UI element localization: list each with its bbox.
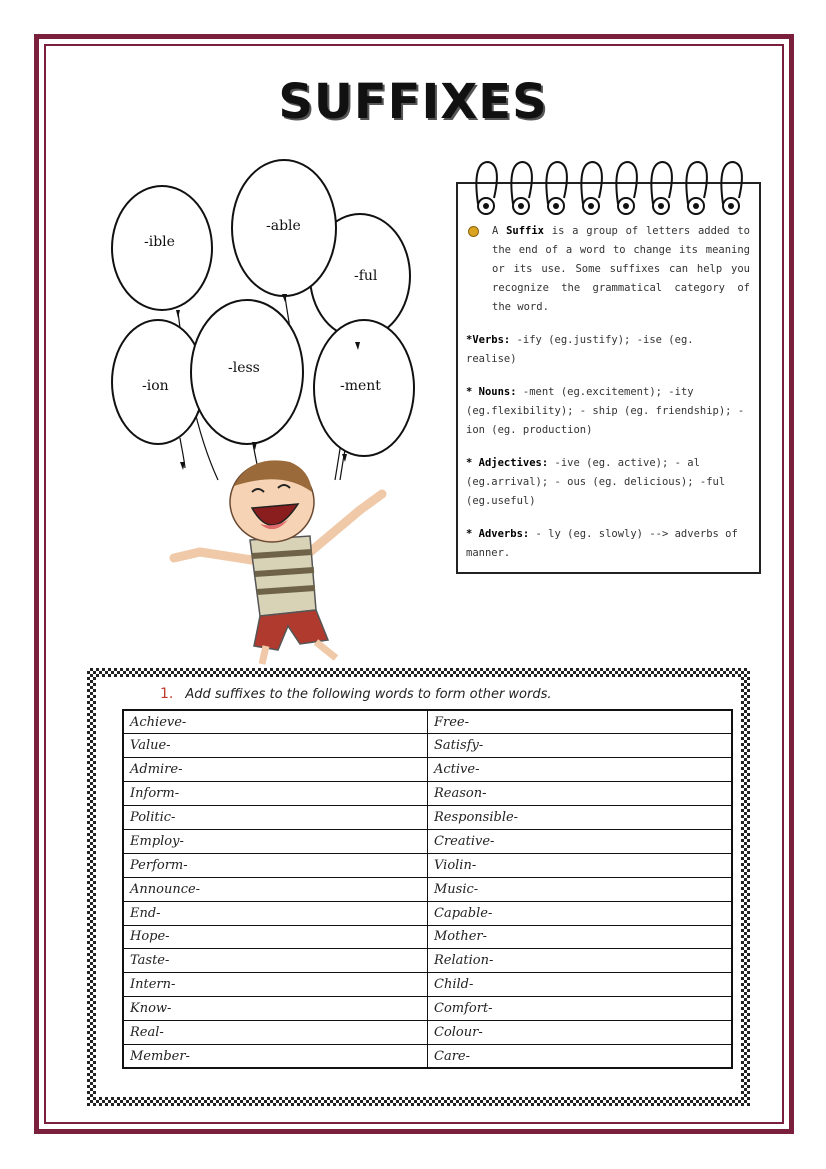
- table-row: [123, 782, 732, 806]
- word-cell-left[interactable]: Member-: [123, 1044, 428, 1068]
- table-row: [123, 877, 732, 901]
- table-row: [123, 758, 732, 782]
- word-cell-left[interactable]: Achieve-: [123, 710, 428, 734]
- verbs-note: [466, 331, 750, 369]
- word-cell-right[interactable]: Relation-: [428, 949, 733, 973]
- page-title: SUFFIXES: [278, 74, 548, 130]
- word-cell-right[interactable]: Capable-: [428, 901, 733, 925]
- table-row: [123, 829, 732, 853]
- balloon-label: -ible: [144, 234, 175, 250]
- table-row: [123, 710, 732, 734]
- table-row: [123, 734, 732, 758]
- word-cell-right[interactable]: Mother-: [428, 925, 733, 949]
- word-cell-left[interactable]: Admire-: [123, 758, 428, 782]
- word-cell-right[interactable]: Music-: [428, 877, 733, 901]
- table-row: [123, 853, 732, 877]
- suffix-notes-text: [466, 222, 750, 577]
- word-cell-left[interactable]: Inform-: [123, 782, 428, 806]
- adverbs-note: [466, 525, 750, 563]
- word-cell-left[interactable]: Know-: [123, 997, 428, 1021]
- word-cell-right[interactable]: Care-: [428, 1044, 733, 1068]
- word-cell-left[interactable]: Taste-: [123, 949, 428, 973]
- nouns-note: [466, 383, 750, 440]
- adjectives-label: * Adjectives:: [466, 457, 549, 469]
- balloon-label: -able: [266, 218, 301, 234]
- word-cell-right[interactable]: Creative-: [428, 829, 733, 853]
- word-cell-left[interactable]: Real-: [123, 1021, 428, 1045]
- intro-bold-term: Suffix: [506, 225, 545, 237]
- balloon-label: -less: [228, 360, 260, 376]
- word-cell-right[interactable]: Responsible-: [428, 806, 733, 830]
- words-table: [122, 709, 733, 1069]
- word-cell-left[interactable]: End-: [123, 901, 428, 925]
- verbs-text: -ify (eg.justify); -ise (eg. realise): [466, 334, 694, 365]
- notebook-rings: [456, 158, 761, 218]
- happy-kid-illustration: [160, 440, 400, 670]
- nouns-label: * Nouns:: [466, 386, 517, 398]
- word-cell-left[interactable]: Announce-: [123, 877, 428, 901]
- word-cell-left[interactable]: Employ-: [123, 829, 428, 853]
- table-row: [123, 925, 732, 949]
- word-cell-left[interactable]: Intern-: [123, 973, 428, 997]
- word-cell-right[interactable]: Reason-: [428, 782, 733, 806]
- word-cell-right[interactable]: Violin-: [428, 853, 733, 877]
- word-cell-right[interactable]: Comfort-: [428, 997, 733, 1021]
- verbs-label: *Verbs:: [466, 334, 511, 346]
- words-table-body: [123, 710, 732, 1068]
- suffix-definition: [466, 222, 750, 317]
- table-row: [123, 806, 732, 830]
- table-row: [123, 1044, 732, 1068]
- balloon-label: -ful: [354, 268, 378, 284]
- word-cell-right[interactable]: Colour-: [428, 1021, 733, 1045]
- smiley-bullet-icon: [468, 226, 479, 237]
- word-cell-right[interactable]: Free-: [428, 710, 733, 734]
- table-row: [123, 997, 732, 1021]
- word-cell-right[interactable]: Active-: [428, 758, 733, 782]
- adjectives-note: [466, 454, 750, 511]
- adverbs-label: * Adverbs:: [466, 528, 530, 540]
- intro-rest: is a group of letters added to the end of a word to change its meaning or its use. Some suffixes can help you recognize the grammatical category of the word.: [492, 225, 750, 313]
- nouns-text: -ment (eg.excitement); -ity (eg.flexibility); - ship (eg. friendship); -ion (eg. production): [466, 386, 745, 436]
- balloon-label: -ion: [142, 378, 169, 394]
- adjectives-text: -ive (eg. active); - al (eg.arrival); - ous (eg. delicious); -ful (eg.useful): [466, 457, 726, 507]
- word-cell-left[interactable]: Politic-: [123, 806, 428, 830]
- word-cell-right[interactable]: Satisfy-: [428, 734, 733, 758]
- table-row: [123, 973, 732, 997]
- balloon-cluster: [100, 150, 430, 490]
- word-cell-left[interactable]: Value-: [123, 734, 428, 758]
- intro-prefix: A: [492, 225, 507, 237]
- word-cell-right[interactable]: Child-: [428, 973, 733, 997]
- table-row: [123, 949, 732, 973]
- word-cell-left[interactable]: Hope-: [123, 925, 428, 949]
- balloons-illustration: [100, 150, 430, 490]
- table-row: [123, 1021, 732, 1045]
- balloon-label: -ment: [340, 378, 381, 394]
- word-cell-left[interactable]: Perform-: [123, 853, 428, 877]
- table-row: [123, 901, 732, 925]
- adverbs-text: - ly (eg. slowly) --> adverbs of manner.: [466, 528, 738, 559]
- exercise-instruction-text: Add suffixes to the following words to form other words.: [185, 687, 552, 702]
- exercise-instruction: [160, 686, 740, 702]
- exercise-number: 1.: [160, 686, 174, 702]
